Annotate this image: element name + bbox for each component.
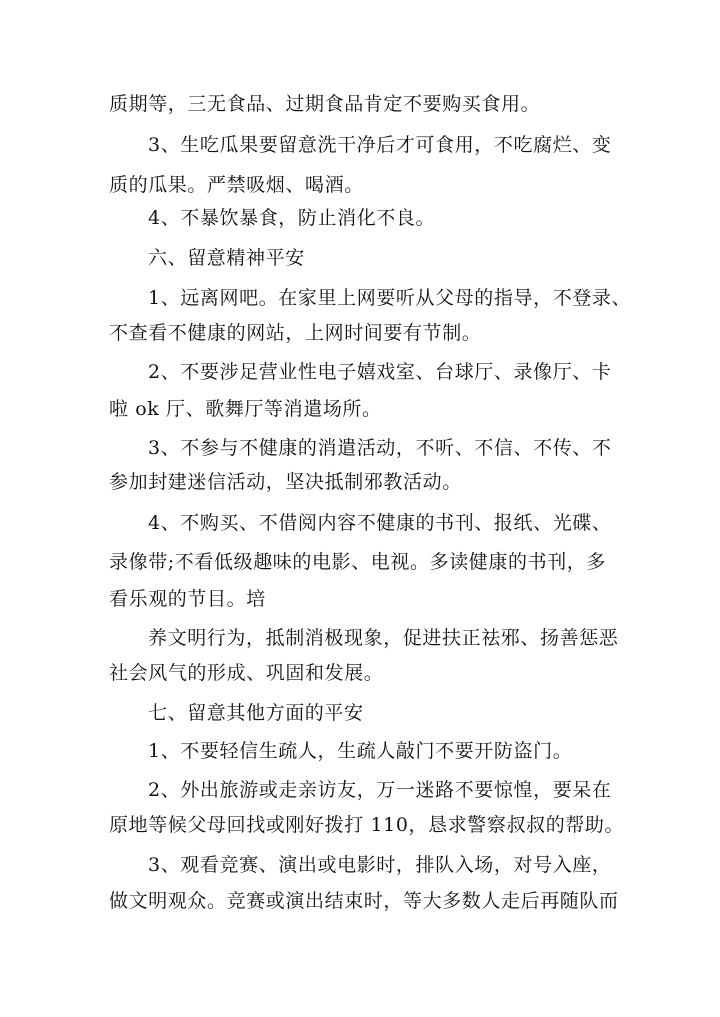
text-line: 1、不要轻信生疏人，生疏人敲门不要开防盗门。 bbox=[148, 740, 573, 762]
text-line: 社会风气的形成、巩固和发展。 bbox=[109, 662, 384, 684]
text-line: 3、生吃瓜果要留意洗干净后才可食用，不吃腐烂、变 bbox=[148, 134, 612, 156]
text-line: 看乐观的节目。培 bbox=[109, 588, 266, 610]
text-line: 2、外出旅游或走亲访友，万一迷路不要惊惶，要呆在 bbox=[148, 779, 612, 801]
text-line: 4、不购买、不借阅内容不健康的书刊、报纸、光碟、 bbox=[148, 512, 612, 534]
text-line: 3、观看竞赛、演出或电影时，排队入场，对号入座， bbox=[148, 854, 612, 876]
text-line: 3、不参与不健康的消遣活动，不听、不信、不传、不 bbox=[148, 437, 612, 459]
section-heading: 六、留意精神平安 bbox=[148, 247, 305, 269]
text-line: 4、不暴饮暴食，防止消化不良。 bbox=[148, 207, 436, 229]
text-line: 质的瓜果。严禁吸烟、喝酒。 bbox=[109, 174, 364, 196]
text-line: 1、远离网吧。在家里上网要听从父母的指导，不登录、 bbox=[148, 287, 632, 309]
text-line: 原地等候父母回找或刚好拨打 110，恳求警察叔叔的帮助。 bbox=[109, 814, 625, 836]
text-line: 不查看不健康的网站，上网时间要有节制。 bbox=[109, 322, 482, 344]
text-line: 质期等，三无食品、过期食品肯定不要购买食用。 bbox=[109, 93, 541, 115]
text-line: 啦 ok 厅、歌舞厅等消遣场所。 bbox=[109, 398, 382, 420]
text-line: 做文明观众。竞赛或演出结束时，等大多数人走后再随队而 bbox=[109, 890, 619, 912]
text-line: 养文明行为，抵制消极现象，促进扶正祛邪、扬善惩恶 bbox=[148, 627, 619, 649]
text-line: 参加封建迷信活动，坚决抵制邪教活动。 bbox=[109, 471, 462, 493]
section-heading: 七、留意其他方面的平安 bbox=[148, 702, 364, 724]
text-line: 录像带;不看低级趣味的电影、电视。多读健康的书刊，多 bbox=[109, 551, 607, 573]
text-line: 2、不要涉足营业性电子嬉戏室、台球厅、录像厅、卡 bbox=[148, 361, 612, 383]
